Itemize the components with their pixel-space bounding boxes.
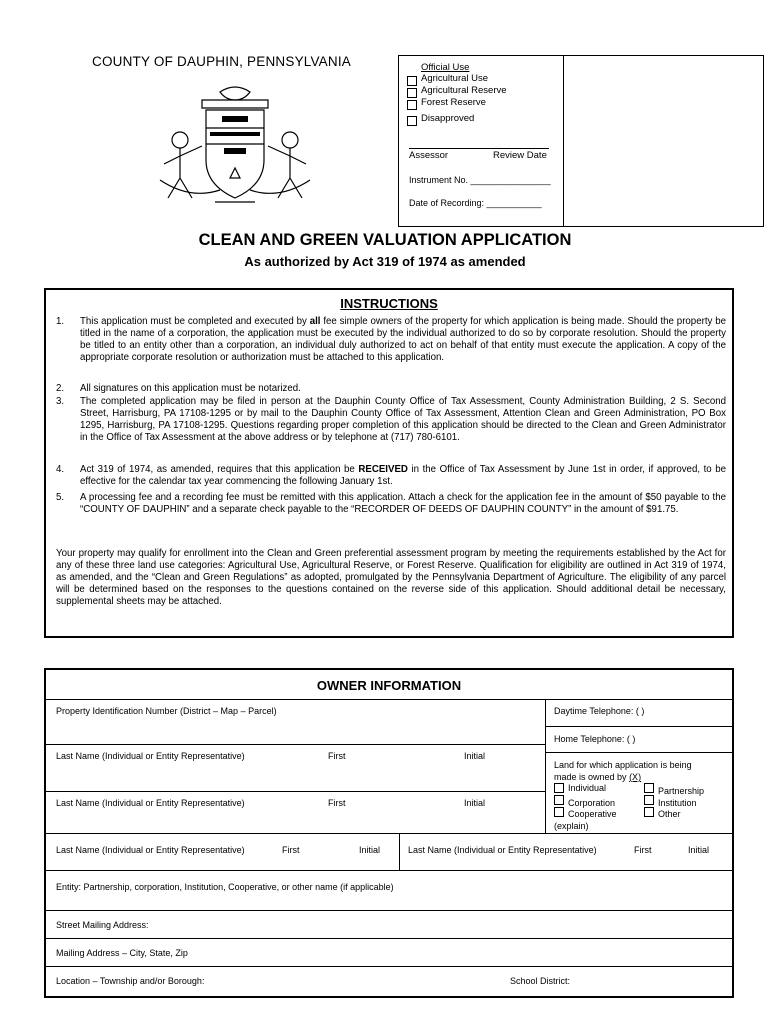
owner-information-title: OWNER INFORMATION [316,678,462,693]
school-district-field[interactable]: School District: [510,976,571,986]
individual-checkbox[interactable] [554,783,564,793]
entity-name-field[interactable]: Entity: Partnership, corporation, Institution, Cooperative, or other name (if applicable) [56,882,394,892]
first-name-field-3[interactable]: First [282,845,300,855]
city-state-zip-field[interactable]: Mailing Address – City, State, Zip [56,948,188,958]
form-subtitle: As authorized by Act 319 of 1974 as amended [244,254,526,269]
individual-label: Individual [568,783,607,793]
institution-checkbox[interactable] [644,795,654,805]
partnership-label: Partnership [658,786,705,796]
assessor-line [409,148,549,149]
instruction-number: 5. [56,492,65,503]
corporation-label: Corporation [568,798,616,808]
divider [46,966,732,967]
initial-field-3[interactable]: Initial [359,845,381,855]
divider [399,833,400,870]
initial-field-4[interactable]: Initial [688,845,710,855]
other-checkbox[interactable] [644,807,654,817]
land-owned-label: Land for which application is being [554,760,692,770]
instruction-text: A processing fee and a recording fee must be remitted with this application. Attach a check for the application fee in the amount of $50 payable to the “COUNTY OF DAUPHIN” and a separate check payable to the “RECORDER OF DEEDS OF DAUPHIN COUNTY” in the amount of $91.75. [80,492,726,516]
cooperative-label: Cooperative [568,809,617,819]
agricultural-use-label: Agricultural Use [421,73,489,84]
divider [46,699,732,700]
instruction-text: fee simple owners of the property for which application is being made. Should the property be titled in the name of a corporation, the application must be executed by the individual authorized to do so by corporate resolution. Should the property be titled to an entity other than a corporation, an individual duly authorized to act on behalf of that entity must execute the application. A copy of the appropriate corporate resolution or authorization must be attached to this application. [80,316,726,364]
county-name: COUNTY OF DAUPHIN, PENNSYLVANIA [92,54,351,69]
instruction-item [56,464,726,488]
instruction-bold-text: RECEIVED [358,464,408,475]
official-use-panel [399,56,564,226]
land-owned-label-2: made is owned by (X) [554,772,642,782]
divider [46,833,732,834]
form-title: CLEAN AND GREEN VALUATION APPLICATION [198,231,572,249]
forest-reserve-checkbox[interactable] [407,100,417,110]
initial-field-1[interactable]: Initial [464,751,486,761]
instruction-text: in the Office of Tax Assessment by June 1st in order, if approved, to be effective for the calendar tax year commencing the following January 1st. [80,464,727,488]
instruction-number: 1. [56,316,65,327]
last-name-field-3[interactable]: Last Name (Individual or Entity Representative) [56,845,245,855]
home-telephone-field[interactable]: Home Telephone: ( ) [554,734,636,744]
date-of-recording-field[interactable]: Date of Recording: ___________ [409,198,542,208]
official-use-box [398,55,764,227]
instruction-text: The completed application may be filed in person at the Dauphin County Office of Tax Assessment, County Administration Building, 2 S. Second Street, Harrisburg, PA 17108-1295 or by mail to the Dauphin County Office of Tax Assessment, Attention Clean and Green Administration, PO Box 1295, Harrisburg, PA 17108-1295. Questions regarding proper completion of this application should be directed to the Clean and Green Administrator in the Office of Tax Assessment at the above address or by telephone at (717) 780-6101. [80,396,726,444]
instruction-text: Act 319 of 1974, as amended, requires that this application be [80,464,359,475]
instruction-item [56,492,726,516]
divider [545,752,732,753]
institution-label: Institution [658,798,697,808]
forest-reserve-label: Forest Reserve [421,97,486,108]
first-name-field-1[interactable]: First [328,751,346,761]
instrument-no-field[interactable]: Instrument No. ________________ [409,175,551,185]
cooperative-checkbox[interactable] [554,807,564,817]
county-seal-image [140,80,330,210]
official-use-title: Official Use [421,62,470,73]
first-name-field-2[interactable]: First [328,798,346,808]
instruction-item [56,383,726,395]
agricultural-reserve-label: Agricultural Reserve [421,85,507,96]
instruction-number: 2. [56,383,65,394]
divider [46,938,732,939]
assessor-label: Assessor [409,150,449,161]
daytime-telephone-field[interactable]: Daytime Telephone: ( ) [554,706,645,716]
divider [46,910,732,911]
divider [545,726,732,727]
last-name-field-1[interactable]: Last Name (Individual or Entity Representative) [56,751,245,761]
disapproved-label: Disapproved [421,113,475,124]
corporation-checkbox[interactable] [554,795,564,805]
property-id-field[interactable]: Property Identification Number (District – Map – Parcel) [56,706,277,716]
instruction-item [56,316,726,364]
instruction-text: All signatures on this application must be notarized. [80,383,301,394]
last-name-field-2[interactable]: Last Name (Individual or Entity Representative) [56,798,245,808]
owner-information-box [44,668,734,998]
agricultural-reserve-checkbox[interactable] [407,88,417,98]
initial-field-2[interactable]: Initial [464,798,486,808]
instruction-number: 3. [56,396,65,407]
instructions-box [44,288,734,638]
instruction-bold-text: all [309,316,321,327]
last-name-field-4[interactable]: Last Name (Individual or Entity Representative) [408,845,597,855]
other-label: Other [658,809,681,819]
instruction-item [56,396,726,444]
instruction-number: 4. [56,464,65,475]
divider [46,791,545,792]
instructions-paragraph: Your property may qualify for enrollment into the Clean and Green preferential assessment program by meeting the requirements established by the Act for any of these three land use categories: Agricultural Use, Agricultural Reserve, or Forest Reserve. Qualification for eligibility are outlined in Act 319 of 1974, as amended, and the “Clean and Green Regulations” as adopted, promulgated by the Pennsylvania Department of Agriculture. The eligibility of any parcel will be determined based on the responses to the questions contained on the reverse side of this application. Should additional detail be necessary, supplemental sheets may be attached. [56,548,726,608]
location-field[interactable]: Location – Township and/or Borough: [56,976,205,986]
partnership-checkbox[interactable] [644,783,654,793]
agricultural-use-checkbox[interactable] [407,76,417,86]
disapproved-checkbox[interactable] [407,116,417,126]
divider [545,699,546,833]
instructions-title: INSTRUCTIONS [340,296,438,311]
street-address-field[interactable]: Street Mailing Address: [56,920,149,930]
divider [46,870,732,871]
first-name-field-4[interactable]: First [634,845,652,855]
explain-label[interactable]: (explain) [554,821,589,831]
review-date-label: Review Date [493,150,547,161]
instruction-text: This application must be completed and executed by [80,316,310,327]
divider [46,744,545,745]
